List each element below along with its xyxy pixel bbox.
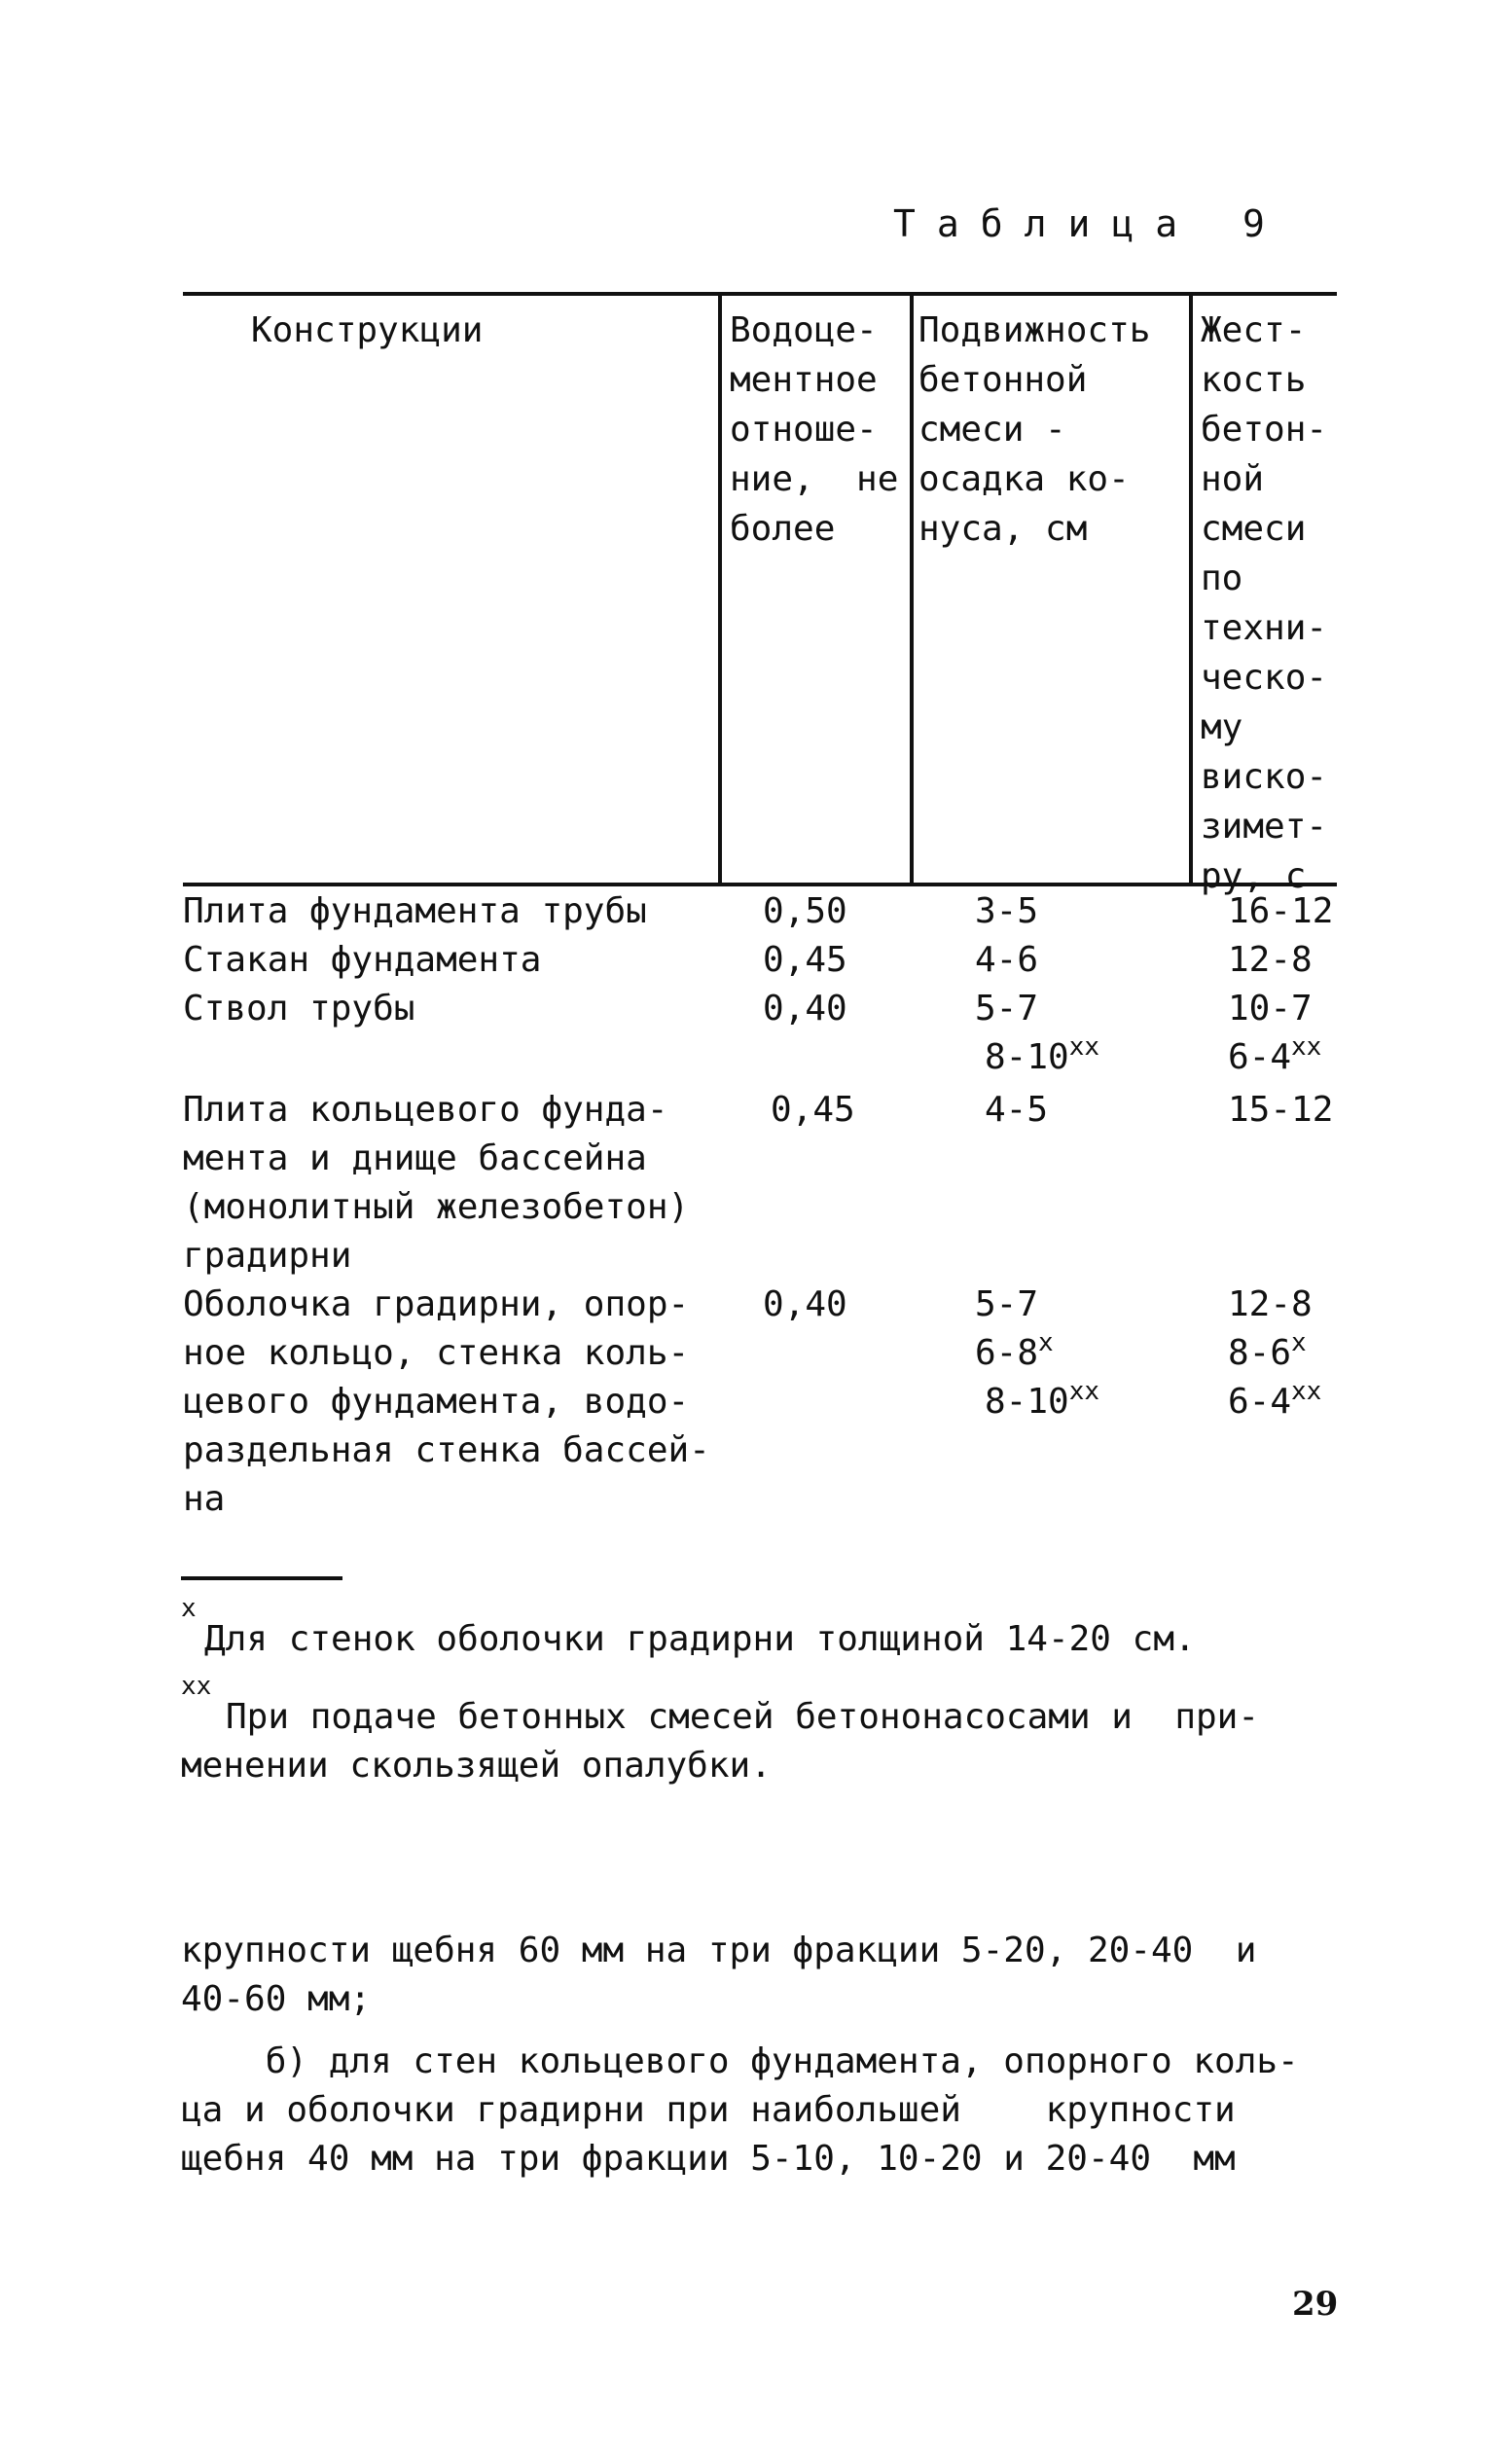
row-rigidity: [1228, 1086, 1333, 1135]
row-mobility-value: 5-7: [975, 1284, 1039, 1324]
table-title: Таблица 9: [893, 202, 1286, 245]
row-rigidity-value: 12-8: [1228, 1284, 1313, 1324]
header-line: ческо-: [1201, 658, 1328, 698]
row-mobility-value: 3-5: [975, 891, 1039, 931]
footnote-marker: xx: [1068, 1377, 1100, 1406]
row-rigidity-value: 6-4: [1228, 1037, 1292, 1077]
row-mobility-value: 4-6: [975, 940, 1039, 980]
header-constructions: Конструкции: [251, 310, 484, 350]
row-mobility: [975, 985, 1038, 1033]
header-line: ментное: [730, 360, 878, 400]
header-line: ние, не: [730, 459, 899, 499]
row-mobility-value: 4-5: [985, 1090, 1049, 1130]
header-line: виско-: [1201, 757, 1328, 797]
row-water-cement-ratio: 0,50: [763, 891, 847, 931]
header-line: более: [730, 509, 836, 549]
footnote-text: При подаче бетонных смесей бетононасосами и при-: [226, 1697, 1260, 1737]
row-rigidity-value: 10-7: [1228, 989, 1313, 1029]
footnote-marker: x: [1038, 1328, 1054, 1357]
row-rigidity-value: 6-4: [1228, 1382, 1292, 1422]
row-construction-name: Ствол трубы: [183, 989, 415, 1029]
table-col-divider-1: [718, 294, 722, 885]
footnote-mark: xx: [181, 1672, 212, 1701]
row-rigidity: [1228, 985, 1313, 1033]
footnote-marker: xx: [1068, 1032, 1100, 1062]
row-mobility-value: 8-10: [985, 1382, 1069, 1422]
header-line: осадка ко-: [918, 459, 1130, 499]
header-water-cement: [730, 306, 898, 554]
row-rigidity-value: 16-12: [1228, 891, 1334, 931]
header-line: Жест-: [1201, 310, 1307, 350]
header-line: смеси: [1201, 509, 1307, 549]
row-construction-name: мента и днище бассейна: [183, 1138, 647, 1178]
row-rigidity-value: 15-12: [1228, 1090, 1334, 1130]
footnote-marker: xx: [1291, 1032, 1322, 1062]
row-mobility: [975, 887, 1038, 936]
row-mobility: [985, 1086, 1048, 1135]
row-construction-name: Стакан фундамента: [183, 940, 542, 980]
footnote-rule: [181, 1576, 342, 1580]
row-rigidity: [1228, 887, 1333, 936]
body-text-line: щебня 40 мм на три фракции 5-10, 10-20 и 20-40 мм: [181, 2139, 1236, 2179]
row-mobility-value: 5-7: [975, 989, 1039, 1029]
row-rigidity: [1228, 1033, 1321, 1082]
header-line: нуса, см: [918, 509, 1088, 549]
row-mobility: [985, 1033, 1099, 1082]
header-line: му: [1201, 707, 1243, 747]
row-water-cement-ratio: 0,40: [763, 989, 847, 1029]
body-text-line: б) для стен кольцевого фундамента, опорного коль-: [181, 2041, 1299, 2081]
row-construction-name: цевого фундамента, водо-: [183, 1382, 690, 1422]
page-number: 29: [1292, 2285, 1339, 2324]
header-line: техни-: [1201, 608, 1328, 648]
row-rigidity: [1228, 1281, 1313, 1329]
header-mobility: [918, 306, 1150, 554]
header-line: Подвижность: [918, 310, 1151, 350]
row-mobility-value: 8-10: [985, 1037, 1069, 1077]
row-construction-name: на: [183, 1479, 226, 1519]
row-mobility: [975, 1329, 1054, 1378]
body-text-line: ца и оболочки градирни при наибольшей крупности: [181, 2090, 1236, 2130]
header-line: отноше-: [730, 410, 878, 450]
row-mobility: [975, 936, 1038, 985]
footnote-text: Для стенок оболочки градирни толщиной 14-20 см.: [204, 1619, 1196, 1659]
row-mobility: [975, 1281, 1038, 1329]
header-line: по: [1201, 559, 1243, 598]
table-header-bottom-rule: [183, 883, 1337, 886]
footnote-mark: x: [181, 1594, 197, 1623]
row-mobility-value: 6-8: [975, 1333, 1039, 1373]
row-rigidity: [1228, 936, 1313, 985]
header-line: смеси -: [918, 410, 1066, 450]
row-construction-name: градирни: [183, 1236, 352, 1276]
row-construction-name: Плита кольцевого фунда-: [183, 1090, 668, 1130]
header-line: кость: [1201, 360, 1307, 400]
table-col-divider-2: [910, 294, 914, 885]
body-text-line: 40-60 мм;: [181, 1979, 372, 2019]
row-rigidity-value: 8-6: [1228, 1333, 1292, 1373]
footnote-marker: x: [1291, 1328, 1307, 1357]
row-construction-name: Плита фундамента трубы: [183, 891, 647, 931]
table-col-divider-3: [1189, 294, 1193, 885]
header-line: ной: [1201, 459, 1265, 499]
row-construction-name: раздельная стенка бассей-: [183, 1430, 710, 1470]
row-rigidity: [1228, 1378, 1321, 1426]
header-line: бетонной: [918, 360, 1088, 400]
row-construction-name: ное кольцо, стенка коль-: [183, 1333, 690, 1373]
row-water-cement-ratio: 0,45: [771, 1090, 855, 1130]
row-construction-name: Оболочка градирни, опор-: [183, 1284, 690, 1324]
row-rigidity-value: 12-8: [1228, 940, 1313, 980]
body-text-line: крупности щебня 60 мм на три фракции 5-20, 20-40 и: [181, 1931, 1257, 1970]
header-line: бетон-: [1201, 410, 1328, 450]
table-top-rule: [183, 292, 1337, 296]
header-rigidity: [1201, 306, 1327, 901]
header-line: зимет-: [1201, 807, 1328, 847]
row-water-cement-ratio: 0,45: [763, 940, 847, 980]
header-line: Водоце-: [730, 310, 878, 350]
header-line: ру, с: [1201, 856, 1307, 896]
footnote-marker: xx: [1291, 1377, 1322, 1406]
row-rigidity: [1228, 1329, 1307, 1378]
row-mobility: [985, 1378, 1099, 1426]
row-water-cement-ratio: 0,40: [763, 1284, 847, 1324]
row-construction-name: (монолитный железобетон): [183, 1187, 690, 1227]
footnote-text: менении скользящей опалубки.: [181, 1746, 772, 1786]
